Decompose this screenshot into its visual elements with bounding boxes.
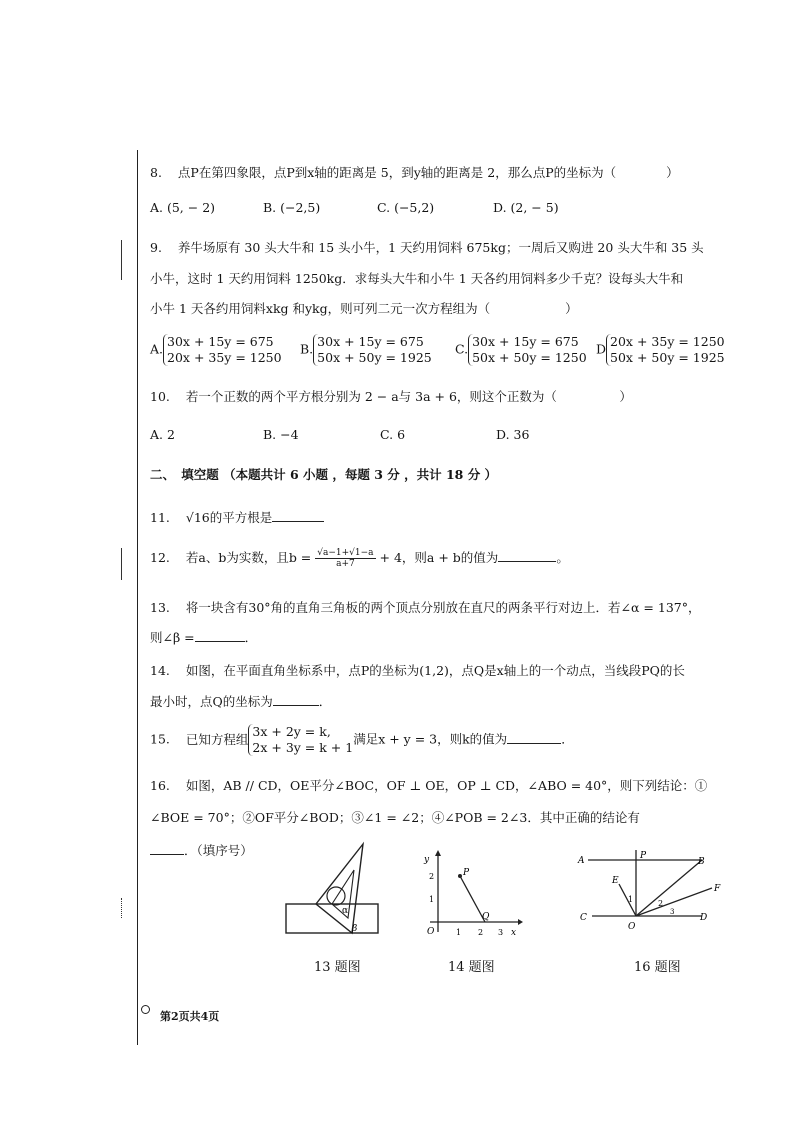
e-label: E — [612, 876, 619, 886]
x-axis-arrow — [518, 919, 523, 925]
x-tick-1: 1 — [456, 928, 462, 937]
set-square-outer — [316, 844, 363, 933]
p-label: P — [640, 851, 647, 861]
question-11 — [150, 508, 324, 526]
question-text-line-3: 小牛 1 天各约用饲料xkg 和ykg，则可列二元一次方程组为（ ） — [150, 301, 578, 316]
scan-mark — [121, 240, 122, 280]
binding-hole-icon — [141, 1005, 150, 1014]
alpha-label: α — [342, 906, 349, 916]
question-text-prefix: 已知方程组 — [185, 731, 249, 747]
option-b: B. 30x + 15y = 675 50x + 50y = 1925 — [300, 334, 432, 365]
answer-blank[interactable] — [150, 841, 184, 855]
option-a: A. 2 — [150, 427, 175, 442]
option-a: A. (5, − 2) — [150, 200, 216, 215]
question-9 — [150, 238, 704, 256]
x-axis-label: x — [511, 928, 517, 938]
equation-system: 30x + 15y = 675 50x + 50y = 1250 — [468, 334, 587, 366]
question-text-line-1: 养牛场原有 30 头大牛和 15 头小牛，1 天约用饲料 675kg；一周后又购进 20 头大牛和 35 头 — [177, 240, 704, 255]
angle-3-label: 3 — [670, 908, 675, 916]
y-axis-label: y — [424, 855, 430, 865]
set-square-hole — [327, 887, 345, 905]
line-ob — [636, 860, 702, 916]
answer-blank[interactable] — [498, 548, 556, 562]
question-number: 14. — [150, 663, 170, 678]
p-label: P — [463, 868, 470, 878]
option-d: D 20x + 35y = 1250 50x + 50y = 1925 — [596, 334, 725, 365]
option-c: C. 30x + 15y = 675 50x + 50y = 1250 — [455, 334, 587, 365]
x-tick-2: 2 — [478, 928, 484, 937]
question-16 — [150, 776, 707, 794]
angle-1-label: 1 — [628, 895, 634, 904]
question-14-line-2: 最小时，点Q的坐标为 ． — [150, 694, 332, 709]
equation-system: 20x + 35y = 1250 50x + 50y = 1925 — [606, 334, 725, 366]
answer-blank[interactable] — [273, 692, 319, 706]
x-tick-3: 3 — [498, 928, 504, 937]
fraction-numerator: √a−1+√1−a — [317, 548, 374, 558]
figure-13-caption: 13 题图 — [314, 960, 361, 975]
question-text-line-1: 将一块含有30°角的直角三角板的两个顶点分别放在直尺的两条平行对边上．若∠α = 137°， — [185, 600, 701, 615]
option-a: A. 30x + 15y = 675 20x + 35y = 1250 — [150, 334, 282, 365]
section-heading: 二、 填空题 （本题共计 6 小题 ，每题 3 分 ，共计 18 分 ） — [150, 467, 498, 482]
option-d: D. 36 — [496, 427, 530, 442]
question-number: 15. — [150, 731, 170, 747]
f-label: F — [714, 884, 721, 894]
page-number: 第2页共4页 — [160, 1010, 220, 1023]
equation-system: 30x + 15y = 675 20x + 35y = 1250 — [163, 334, 282, 366]
c-label: C — [580, 913, 587, 923]
question-text: √16的平方根是 — [185, 510, 273, 525]
y-tick-1: 1 — [429, 895, 435, 904]
y-tick-2: 2 — [429, 872, 435, 881]
question-text-line-2: ∠BOE = 70°；②OF平分∠BOD；③∠1 = ∠2；④∠POB = 2∠3．其中正确的结论有 — [150, 810, 640, 825]
question-12: 12. 若a、b为实数，且b = $\frac{√a-1+√1-a}{a+7}$ + 4，则a + b的值为 。 — [150, 548, 569, 569]
d-label: D — [700, 913, 708, 923]
question-number: 13. — [150, 600, 170, 615]
scan-mark — [121, 548, 122, 580]
question-number: 9. — [150, 240, 162, 255]
answer-blank[interactable] — [507, 730, 561, 744]
question-number: 11. — [150, 510, 170, 525]
question-14 — [150, 661, 685, 679]
question-text: 点P在第四象限，点P到x轴的距离是 5，到y轴的距离是 2，那么点P的坐标为（ ） — [177, 165, 679, 180]
equation-system: 3x + 2y = k, 2x + 3y = k + 1 — [248, 724, 353, 756]
answer-blank[interactable] — [195, 628, 245, 642]
question-number: 16. — [150, 778, 170, 793]
question-number: 10. — [150, 389, 170, 404]
question-text-suffix: + 4，则a + b的值为 — [379, 550, 499, 565]
figure-16 — [574, 848, 724, 933]
question-10 — [150, 387, 632, 405]
figure-14-caption: 14 题图 — [448, 960, 495, 975]
option-d: D. (2, − 5) — [493, 200, 559, 215]
point-p — [458, 874, 462, 878]
question-text-suffix: 满足x + y = 3，则k的值为 — [353, 731, 508, 747]
question-text: 若一个正数的两个平方根分别为 2 − a与 3a + 6，则这个正数为（ ） — [185, 389, 632, 404]
ruler-shape — [286, 904, 378, 933]
option-b: B. −4 — [263, 427, 299, 442]
question-number: 12. — [150, 550, 170, 565]
y-axis-arrow — [435, 850, 441, 856]
fraction-denominator: a+7 — [336, 559, 355, 569]
option-c: C. 6 — [380, 427, 406, 442]
question-text-line-2: 小牛，这时 1 天约用饲料 1250kg．求每头大牛和小牛 1 天各约用饲料多少千克？设每头大牛和 — [150, 271, 684, 286]
question-16-line-3: ．（填序号） — [150, 841, 253, 859]
answer-blank[interactable] — [272, 508, 324, 522]
figure-13 — [280, 838, 390, 948]
angle-2-label: 2 — [658, 899, 664, 908]
b-label: B — [698, 857, 705, 867]
beta-label: β — [352, 924, 358, 934]
question-13 — [150, 598, 700, 616]
binding-margin-line — [137, 150, 138, 1045]
q-label: Q — [482, 912, 490, 922]
equation-system: 30x + 15y = 675 50x + 50y = 1925 — [313, 334, 432, 366]
question-text-prefix: 若a、b为实数，且b = — [185, 550, 312, 565]
question-15: 15. 已知方程组 3x + 2y = k, 2x + 3y = k + 1满足x + y = 3，则k的值为 ． — [150, 724, 574, 755]
option-c: C. (−5,2) — [377, 200, 435, 215]
option-b: B. (−2,5) — [263, 200, 321, 215]
question-number: 8. — [150, 165, 162, 180]
origin-label: O — [427, 927, 435, 937]
o-label: O — [628, 922, 636, 932]
question-8 — [150, 163, 679, 181]
scan-mark — [121, 898, 122, 918]
a-label: A — [578, 856, 585, 866]
figure-16-caption: 16 题图 — [634, 960, 681, 975]
question-text-line-1: 如图，在平面直角坐标系中，点P的坐标为(1,2)，点Q是x轴上的一个动点，当线段PQ的长 — [185, 663, 685, 678]
figure-14 — [418, 848, 523, 940]
question-13-line-2: 则∠β = ． — [150, 630, 258, 645]
question-text-line-1: 如图，AB // CD，OE平分∠BOC，OF ⊥ OE，OP ⊥ CD，∠ABO = 40°，则下列结论：① — [185, 778, 708, 793]
fraction — [315, 548, 375, 569]
